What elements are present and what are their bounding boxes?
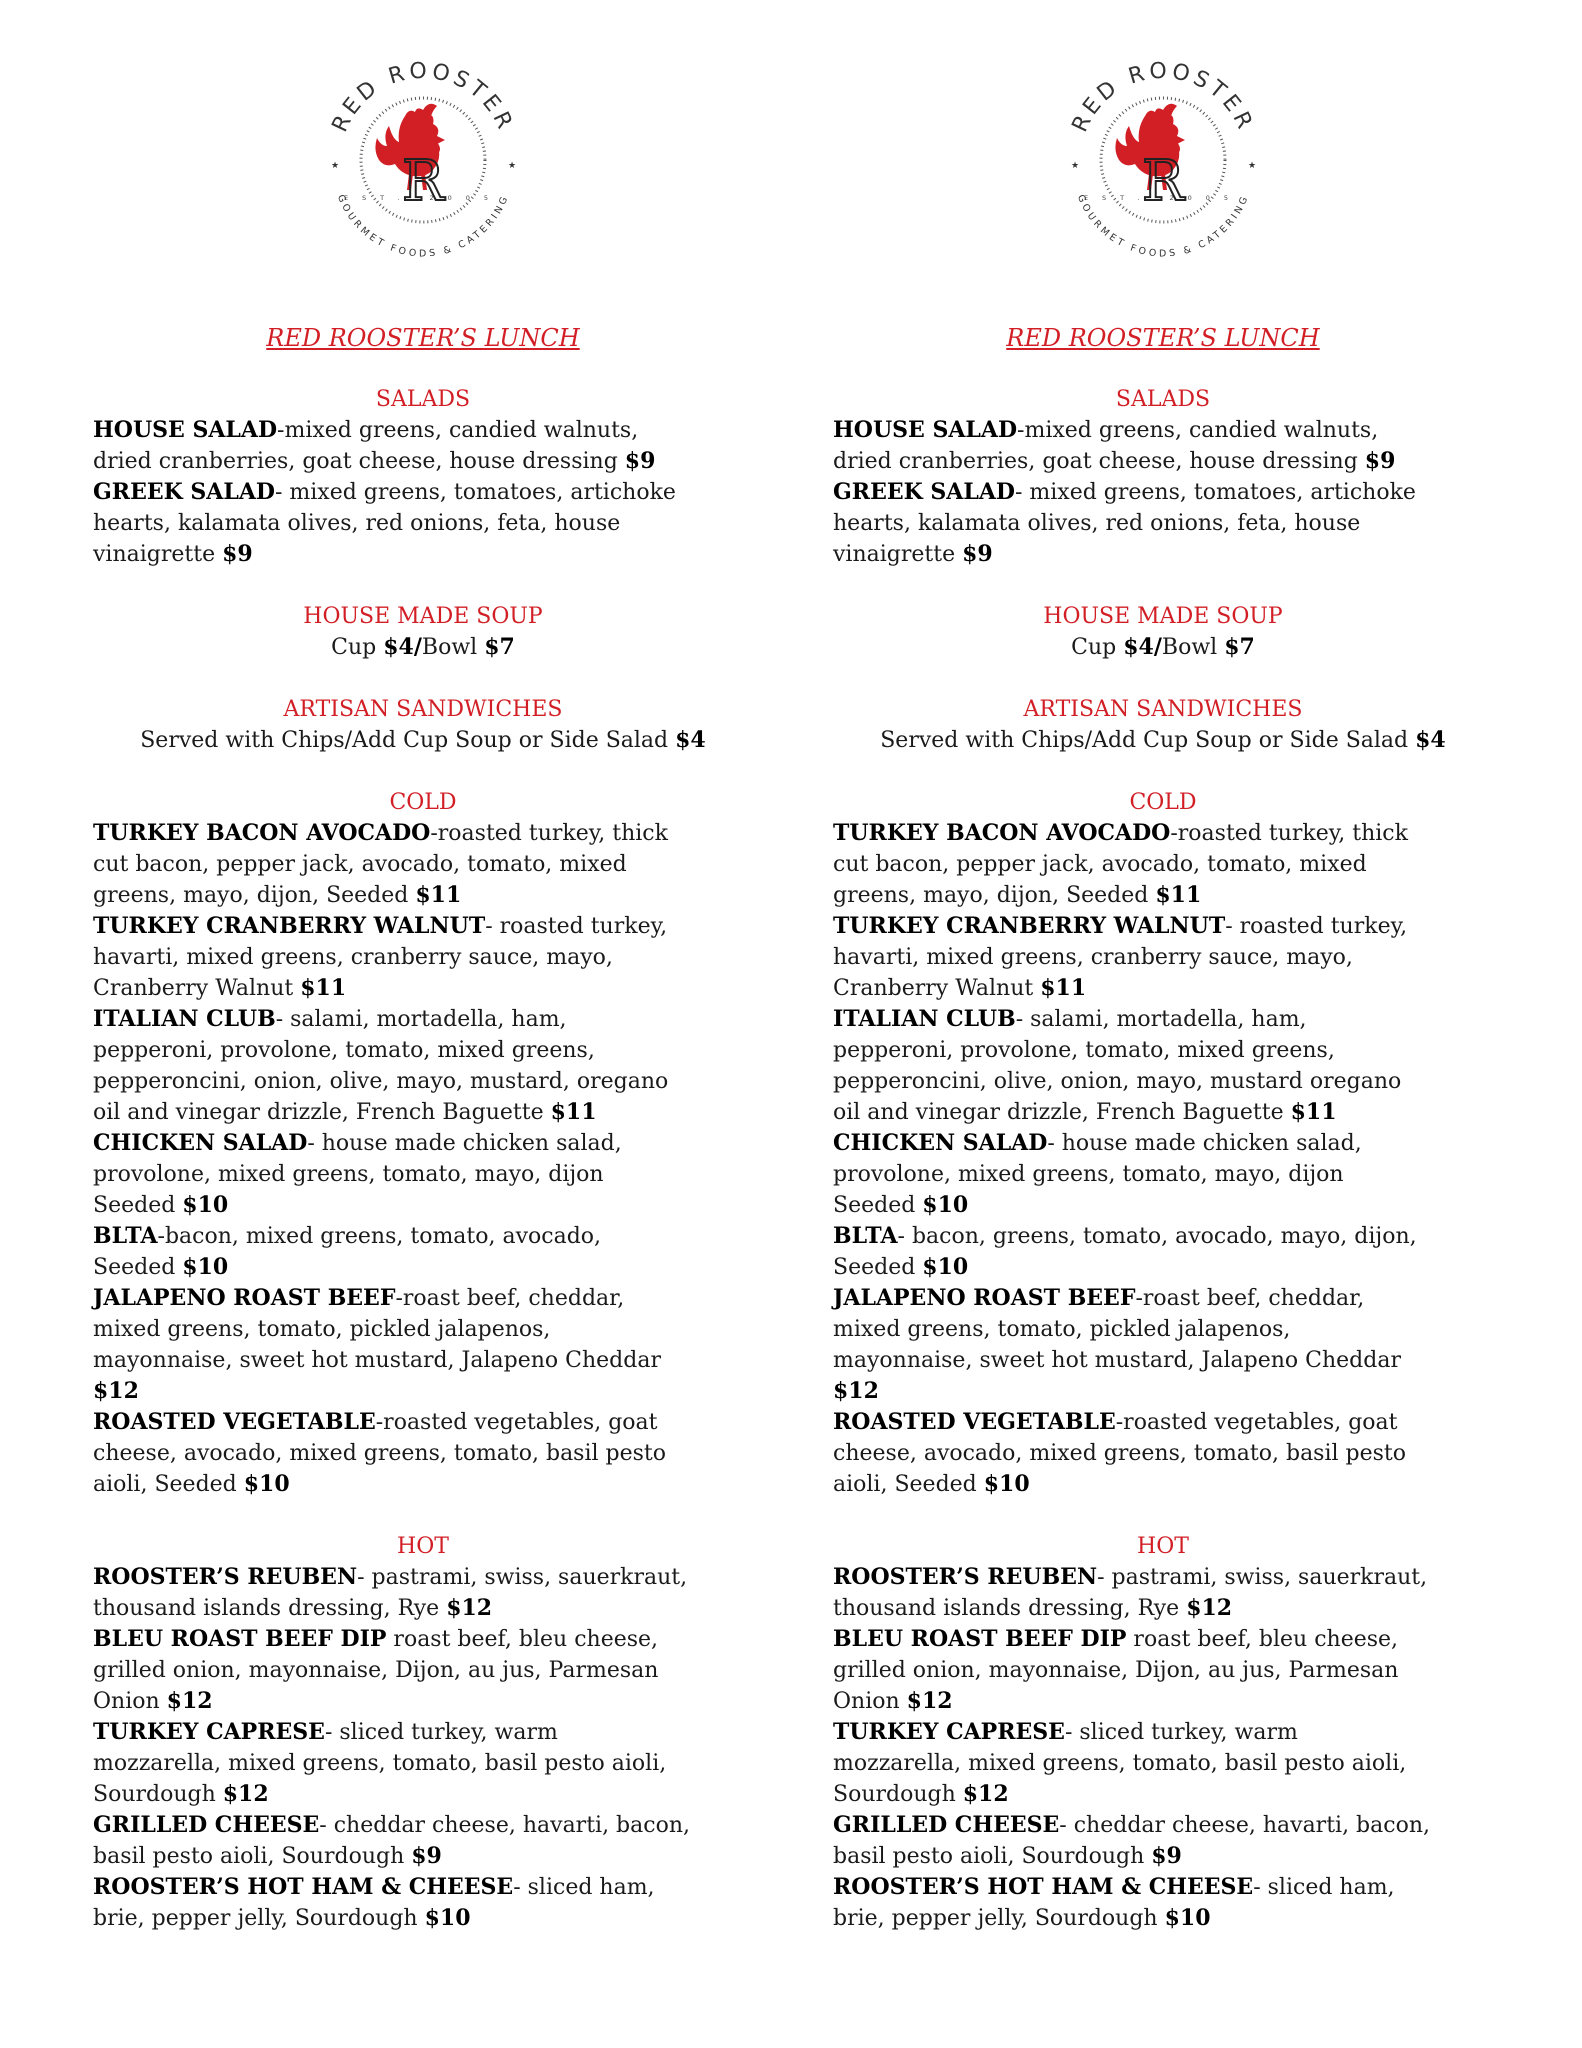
menu-line <box>93 477 753 508</box>
section-heading-sandwiches: ARTISAN SANDWICHES <box>283 697 563 722</box>
logo-tagline: GOURMET FOODS & CATERING <box>334 193 512 260</box>
bold-text: TURKEY CRANBERRY WALNUT <box>833 913 1226 939</box>
star-icon: ★ <box>1071 161 1080 171</box>
menu-line <box>93 725 753 756</box>
bold-text: BLTA <box>93 1223 158 1249</box>
bold-text: $7 <box>1224 634 1255 660</box>
menu-line <box>93 508 753 539</box>
text: grilled onion, mayonnaise, Dijon, au jus, Parmesan <box>833 1658 1399 1683</box>
menu-line <box>93 849 753 880</box>
text: basil pesto aioli, Sourdough <box>93 1844 412 1869</box>
menu-line <box>833 539 1493 570</box>
text: Cup <box>331 635 384 660</box>
star-icon: ★ <box>331 161 340 171</box>
text: grilled onion, mayonnaise, Dijon, au jus, Parmesan <box>93 1658 659 1683</box>
text: -roast beef, cheddar, <box>1135 1286 1365 1311</box>
menu-line <box>93 632 753 663</box>
menu-line <box>833 1872 1493 1903</box>
bold-text: ITALIAN CLUB <box>833 1006 1016 1032</box>
bold-text: $11 <box>300 975 347 1001</box>
bold-text: ROOSTER’S REUBEN <box>833 1564 1098 1590</box>
menu-line <box>93 1221 753 1252</box>
section-heading-cold: COLD <box>1129 790 1197 815</box>
menu-line <box>93 1810 753 1841</box>
text: vinaigrette <box>93 542 223 567</box>
menu-line <box>833 1345 1493 1376</box>
text: Seeded <box>833 1193 923 1218</box>
menu-line <box>93 973 753 1004</box>
bold-text: TURKEY CRANBERRY WALNUT <box>93 913 486 939</box>
text: Served with Chips/Add Cup Soup or Side Salad <box>140 728 676 753</box>
menu-line <box>833 1593 1493 1624</box>
text: havarti, mixed greens, cranberry sauce, mayo, <box>93 945 613 970</box>
bold-text: $10 <box>182 1192 229 1218</box>
bold-text: ROASTED VEGETABLE <box>833 1409 1116 1435</box>
bold-text: BLEU ROAST BEEF DIP <box>93 1626 387 1652</box>
text: roast beef, bleu cheese, <box>1126 1627 1399 1652</box>
text: - sliced ham, <box>513 1875 655 1900</box>
text: mixed greens, tomato, pickled jalapenos, <box>833 1317 1291 1342</box>
bold-text: $4/ <box>1123 634 1162 660</box>
bold-text: $11 <box>1290 1099 1337 1125</box>
logo <box>313 50 533 270</box>
bold-text: $10 <box>922 1192 969 1218</box>
text: - sliced turkey, warm <box>1064 1720 1298 1745</box>
menu-line <box>93 1159 753 1190</box>
menu-line <box>93 1593 753 1624</box>
text: brie, pepper jelly, Sourdough <box>833 1906 1165 1931</box>
text: - roasted turkey, <box>485 914 668 939</box>
bold-text: ROOSTER’S HOT HAM & CHEESE <box>833 1874 1254 1900</box>
bold-text: $12 <box>93 1378 139 1404</box>
text: Sourdough <box>93 1782 223 1807</box>
text: -roasted vegetables, goat <box>375 1410 658 1435</box>
menu-line <box>833 880 1493 911</box>
menu-line <box>833 1066 1493 1097</box>
menu-line <box>833 1221 1493 1252</box>
logo-seal <box>1053 50 1273 270</box>
text: Cup <box>1071 635 1124 660</box>
menu-line <box>833 1252 1493 1283</box>
section-heading-salads: SALADS <box>1115 387 1211 412</box>
menu-line <box>833 1779 1493 1810</box>
text: Bowl <box>1161 635 1225 660</box>
menu-line <box>833 1097 1493 1128</box>
text: Cranberry Walnut <box>833 976 1041 1001</box>
logo-brand-text: RED ROOSTER <box>1067 58 1259 137</box>
logo-established: EST. 2005 <box>343 194 503 202</box>
menu-line <box>833 1655 1493 1686</box>
bold-text: $11 <box>550 1099 597 1125</box>
bold-text: $4/ <box>383 634 422 660</box>
text: Cranberry Walnut <box>93 976 301 1001</box>
text: -roasted vegetables, goat <box>1115 1410 1398 1435</box>
text: thousand islands dressing, Rye <box>93 1596 447 1621</box>
bold-text: $11 <box>1155 882 1202 908</box>
menu-line <box>833 415 1493 446</box>
menu-line <box>833 818 1493 849</box>
bold-text: $9 <box>1364 448 1396 474</box>
text: Sourdough <box>833 1782 963 1807</box>
menu-line <box>833 632 1493 663</box>
text: cheese, avocado, mixed greens, tomato, basil pesto <box>833 1441 1407 1466</box>
section-heading-soup: HOUSE MADE SOUP <box>1043 604 1283 629</box>
bold-text: $10 <box>243 1471 290 1497</box>
text: -roast beef, cheddar, <box>395 1286 625 1311</box>
section-heading-cold: COLD <box>389 790 457 815</box>
menu-line <box>833 1314 1493 1345</box>
bold-text: $11 <box>1040 975 1087 1001</box>
bold-text: $10 <box>922 1254 969 1280</box>
menu-line <box>93 1438 753 1469</box>
logo-tagline: GOURMET FOODS & CATERING <box>1074 193 1252 260</box>
text: cheese, avocado, mixed greens, tomato, basil pesto <box>93 1441 667 1466</box>
bold-text: TURKEY CAPRESE <box>93 1719 325 1745</box>
menu-line <box>833 1841 1493 1872</box>
text: - mixed greens, tomatoes, artichoke <box>1014 480 1416 505</box>
logo-monogram: R <box>1141 149 1185 214</box>
menu-line <box>93 818 753 849</box>
menu-line <box>833 973 1493 1004</box>
text: cut bacon, pepper jack, avocado, tomato, mixed <box>833 852 1367 877</box>
menu-line <box>93 1686 753 1717</box>
text: - salami, mortadella, ham, <box>275 1007 567 1032</box>
text: oil and vinegar drizzle, French Baguette <box>93 1100 551 1125</box>
text: greens, mayo, dijon, Seeded <box>93 883 416 908</box>
section-heading-salads: SALADS <box>375 387 471 412</box>
bold-text: $12 <box>166 1688 213 1714</box>
text: greens, mayo, dijon, Seeded <box>833 883 1156 908</box>
menu-line <box>93 1035 753 1066</box>
menu-line <box>93 539 753 570</box>
menu-body <box>833 384 1493 1934</box>
text: Onion <box>93 1689 167 1714</box>
text: - cheddar cheese, havarti, bacon, <box>1059 1813 1430 1838</box>
bold-text: $9 <box>222 541 253 567</box>
text: -bacon, mixed greens, tomato, avocado, <box>157 1224 602 1249</box>
menu-line <box>93 1128 753 1159</box>
menu-line <box>93 880 753 911</box>
bold-text: HOUSE SALAD <box>833 417 1018 443</box>
text: thousand islands dressing, Rye <box>833 1596 1187 1621</box>
menu-line <box>833 1469 1493 1500</box>
bold-text: CHICKEN SALAD <box>833 1130 1048 1156</box>
menu-line <box>93 446 753 477</box>
bold-text: $12 <box>962 1781 1009 1807</box>
text: mixed greens, tomato, pickled jalapenos, <box>93 1317 551 1342</box>
menu-line <box>833 849 1493 880</box>
menu-line <box>93 1004 753 1035</box>
text: dried cranberries, goat cheese, house dressing <box>833 449 1365 474</box>
menu-line <box>833 1562 1493 1593</box>
text: pepperoni, provolone, tomato, mixed greens, <box>833 1038 1335 1063</box>
bold-text: $12 <box>833 1378 879 1404</box>
text: - house made chicken salad, <box>307 1131 622 1156</box>
logo-seal <box>313 50 533 270</box>
text: mozzarella, mixed greens, tomato, basil pesto aioli, <box>93 1751 667 1776</box>
bold-text: JALAPENO ROAST BEEF <box>93 1285 396 1311</box>
text: pepperoncini, olive, onion, mayo, mustard oregano <box>833 1069 1402 1094</box>
menu-line <box>833 446 1493 477</box>
text: pepperoni, provolone, tomato, mixed greens, <box>93 1038 595 1063</box>
menu-line <box>833 508 1493 539</box>
menu-line <box>833 942 1493 973</box>
bold-text: GRILLED CHEESE <box>833 1812 1060 1838</box>
bold-text: $12 <box>906 1688 953 1714</box>
logo-brand-text: RED ROOSTER <box>327 58 519 137</box>
text: provolone, mixed greens, tomato, mayo, dijon <box>833 1162 1344 1187</box>
menu-line <box>93 1562 753 1593</box>
menu-line <box>93 1872 753 1903</box>
menu-line <box>833 1004 1493 1035</box>
text: havarti, mixed greens, cranberry sauce, mayo, <box>833 945 1353 970</box>
bold-text: GRILLED CHEESE <box>93 1812 320 1838</box>
text: Bowl <box>421 635 485 660</box>
bold-text: $12 <box>446 1595 493 1621</box>
text: - house made chicken salad, <box>1047 1131 1362 1156</box>
text: - sliced ham, <box>1253 1875 1395 1900</box>
bold-text: $12 <box>222 1781 269 1807</box>
menu-line <box>93 942 753 973</box>
bold-text: $10 <box>1164 1905 1211 1931</box>
text: cut bacon, pepper jack, avocado, tomato, mixed <box>93 852 627 877</box>
bold-text: $4 <box>1415 727 1446 753</box>
menu-line <box>833 477 1493 508</box>
text: mayonnaise, sweet hot mustard, Jalapeno Cheddar <box>833 1348 1401 1373</box>
menu-line <box>93 1407 753 1438</box>
text: -roasted turkey, thick <box>430 821 668 846</box>
menu-title: RED ROOSTER’S LUNCH <box>266 324 580 352</box>
bold-text: JALAPENO ROAST BEEF <box>833 1285 1136 1311</box>
text: hearts, kalamata olives, red onions, feta, house <box>833 511 1361 536</box>
bold-text: $9 <box>411 1843 442 1869</box>
menu-line <box>833 1810 1493 1841</box>
menu-line <box>833 1624 1493 1655</box>
menu-line <box>833 911 1493 942</box>
section-heading-soup: HOUSE MADE SOUP <box>303 604 543 629</box>
menu-line <box>93 1345 753 1376</box>
text: - pastrami, swiss, sauerkraut, <box>357 1565 688 1590</box>
menu-line <box>93 1469 753 1500</box>
text: - mixed greens, tomatoes, artichoke <box>274 480 676 505</box>
menu-line <box>833 1128 1493 1159</box>
bold-text: GREEK SALAD <box>93 479 275 505</box>
bold-text: BLTA <box>833 1223 898 1249</box>
menu-line <box>93 1252 753 1283</box>
menu-line <box>833 1686 1493 1717</box>
bold-text: $9 <box>1151 1843 1182 1869</box>
text: provolone, mixed greens, tomato, mayo, dijon <box>93 1162 604 1187</box>
bold-text: HOUSE SALAD <box>93 417 278 443</box>
text: - cheddar cheese, havarti, bacon, <box>319 1813 690 1838</box>
text: - bacon, greens, tomato, avocado, mayo, dijon, <box>897 1224 1417 1249</box>
menu-line <box>93 1097 753 1128</box>
bold-text: ROOSTER’S REUBEN <box>93 1564 358 1590</box>
bold-text: ROASTED VEGETABLE <box>93 1409 376 1435</box>
section-heading-sandwiches: ARTISAN SANDWICHES <box>1023 697 1303 722</box>
logo-established: EST. 2005 <box>1083 194 1243 202</box>
menu-line <box>93 1655 753 1686</box>
logo-monogram: R <box>401 149 445 214</box>
text: -roasted turkey, thick <box>1170 821 1408 846</box>
text: -mixed greens, candied walnuts, <box>1017 418 1379 443</box>
text: Seeded <box>833 1255 923 1280</box>
bold-text: $9 <box>624 448 656 474</box>
menu-line <box>833 1407 1493 1438</box>
section-heading-hot: HOT <box>1137 1534 1189 1559</box>
text: mozzarella, mixed greens, tomato, basil pesto aioli, <box>833 1751 1407 1776</box>
menu-line <box>93 1717 753 1748</box>
text: aioli, Seeded <box>93 1472 244 1497</box>
menu-line <box>833 1190 1493 1221</box>
text: - roasted turkey, <box>1225 914 1408 939</box>
menu-line <box>93 1903 753 1934</box>
text: aioli, Seeded <box>833 1472 984 1497</box>
menu-line <box>93 1283 753 1314</box>
bold-text: $10 <box>424 1905 471 1931</box>
text: - pastrami, swiss, sauerkraut, <box>1097 1565 1428 1590</box>
text: pepperoncini, onion, olive, mayo, mustard, oregano <box>93 1069 669 1094</box>
text: roast beef, bleu cheese, <box>386 1627 659 1652</box>
menu-line <box>93 1624 753 1655</box>
star-icon: ★ <box>1248 161 1257 171</box>
bold-text: $12 <box>1186 1595 1233 1621</box>
menu-line <box>93 1190 753 1221</box>
menu-line <box>93 911 753 942</box>
menu-line <box>833 1283 1493 1314</box>
bold-text: $7 <box>484 634 515 660</box>
menu-line <box>93 415 753 446</box>
menu-line <box>833 1748 1493 1779</box>
bold-text: $11 <box>415 882 462 908</box>
text: mayonnaise, sweet hot mustard, Jalapeno Cheddar <box>93 1348 661 1373</box>
logo <box>1053 50 1273 270</box>
text: hearts, kalamata olives, red onions, feta, house <box>93 511 621 536</box>
bold-text: BLEU ROAST BEEF DIP <box>833 1626 1127 1652</box>
bold-text: TURKEY BACON AVOCADO <box>93 820 431 846</box>
text: Seeded <box>93 1255 183 1280</box>
menu-line <box>833 1717 1493 1748</box>
section-heading-hot: HOT <box>397 1534 449 1559</box>
text: brie, pepper jelly, Sourdough <box>93 1906 425 1931</box>
bold-text: $9 <box>962 541 993 567</box>
bold-text: CHICKEN SALAD <box>93 1130 308 1156</box>
menu-title: RED ROOSTER’S LUNCH <box>1006 324 1320 352</box>
text: oil and vinegar drizzle, French Baguette <box>833 1100 1291 1125</box>
menu-line <box>833 1035 1493 1066</box>
bold-text: $10 <box>983 1471 1030 1497</box>
bold-text: $10 <box>182 1254 229 1280</box>
text: Served with Chips/Add Cup Soup or Side Salad <box>880 728 1416 753</box>
menu-line <box>93 1376 753 1407</box>
text: -mixed greens, candied walnuts, <box>277 418 639 443</box>
star-icon: ★ <box>508 161 517 171</box>
menu-line <box>93 1779 753 1810</box>
menu-line <box>833 1376 1493 1407</box>
text: - sliced turkey, warm <box>324 1720 558 1745</box>
bold-text: ROOSTER’S HOT HAM & CHEESE <box>93 1874 514 1900</box>
menu-line <box>833 1159 1493 1190</box>
menu-line <box>93 1314 753 1345</box>
bold-text: GREEK SALAD <box>833 479 1015 505</box>
menu-line <box>833 725 1493 756</box>
menu-line <box>93 1841 753 1872</box>
text: dried cranberries, goat cheese, house dressing <box>93 449 625 474</box>
menu-body <box>93 384 753 1934</box>
menu-line <box>93 1748 753 1779</box>
menu-line <box>833 1438 1493 1469</box>
text: basil pesto aioli, Sourdough <box>833 1844 1152 1869</box>
menu-line <box>93 1066 753 1097</box>
bold-text: TURKEY BACON AVOCADO <box>833 820 1171 846</box>
bold-text: ITALIAN CLUB <box>93 1006 276 1032</box>
bold-text: $4 <box>675 727 706 753</box>
text: vinaigrette <box>833 542 963 567</box>
bold-text: TURKEY CAPRESE <box>833 1719 1065 1745</box>
menu-line <box>833 1903 1493 1934</box>
text: - salami, mortadella, ham, <box>1015 1007 1307 1032</box>
text: Seeded <box>93 1193 183 1218</box>
text: Onion <box>833 1689 907 1714</box>
